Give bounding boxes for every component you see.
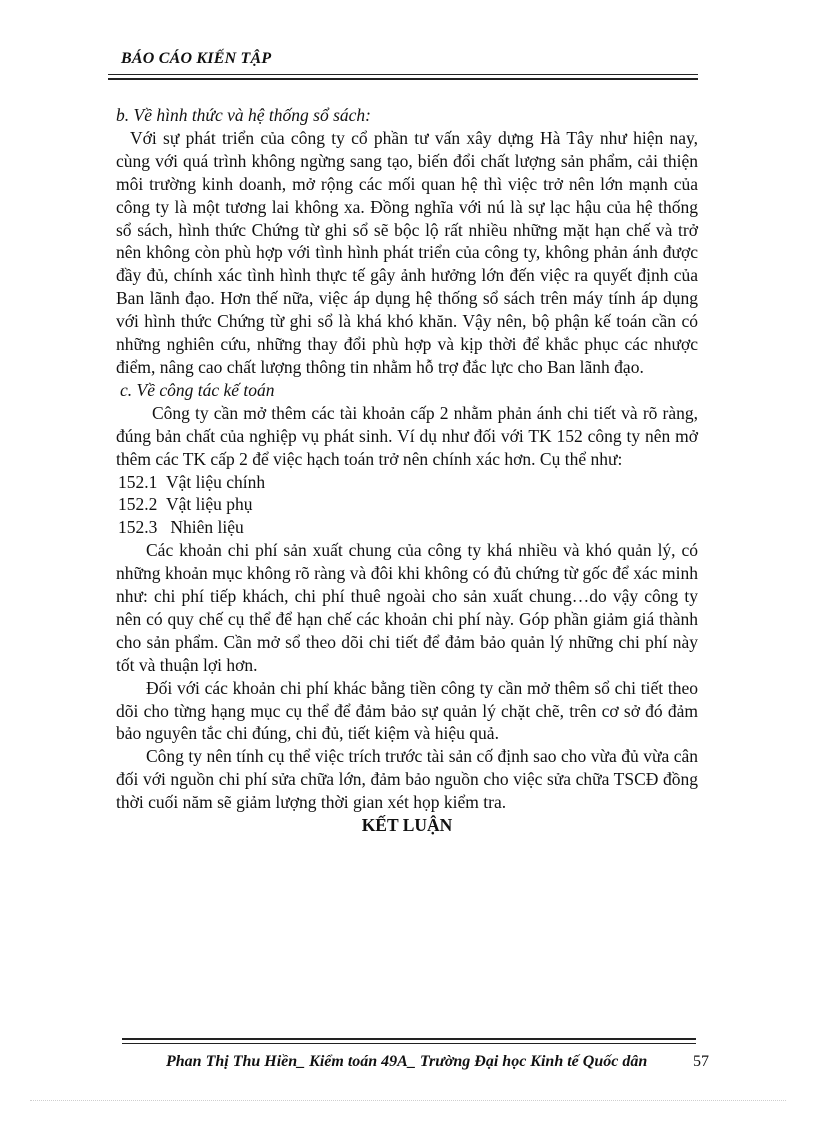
- page-body: [116, 104, 698, 837]
- footer-author-line: Phan Thị Thu Hiền_ Kiểm toán 49A_ Trường Đại học Kinh tế Quốc dân: [166, 1053, 648, 1070]
- section-c-heading: c. Về công tác kế toán: [120, 379, 275, 400]
- section-b-paragraph: Với sự phát triển của công ty cổ phần tư vấn xây dựng Hà Tây như hiện nay, cùng với quá trình không ngừng sang tạo, biến đổi chất lượng sản phẩm, cải thiện môi trường kinh doanh, mở rộng các mối quan hệ thì việc trở nên lớn mạnh của công ty là một tương lai không xa. Đồng nghĩa với nú là sự lạc hậu của hệ thống sổ sách, hình thức Chứng từ ghi sổ sẽ bộc lộ rất nhiều những mặt hạn chế và trở nên không còn phù hợp với tình hình phát triển của công ty, không phản ánh được đầy đủ, chính xác tình hình thực tế gây ảnh hưởng lớn đến việc ra quyết định của Ban lãnh đạo. Hơn thế nữa, việc áp dụng hệ thống sổ sách trên máy tính áp dụng với hình thức Chứng từ ghi sổ là khá khó khăn. Vậy nên, bộ phận kế toán cần có những nghiên cứu, những thay đổi phù hợp và kịp thời để khắc phục các nhược điểm, nâng cao chất lượng thông tin nhằm hỗ trợ đắc lực cho Ban lãnh đạo.: [116, 127, 698, 377]
- list-item: [116, 471, 698, 494]
- conclusion-heading: KẾT LUẬN: [361, 815, 453, 836]
- account-list: [116, 471, 698, 540]
- footer-rule-thin: [122, 1043, 696, 1044]
- header-rule-thick: [108, 78, 698, 80]
- general-costs-paragraph: Các khoản chi phí sản xuất chung của công ty khá nhiều và khó quản lý, có những khoản mục không rõ ràng và đôi khi không có đủ chứng từ gốc để xác minh như: chi phí tiếp khách, chi phí thuê ngoài cho sản xuất chung…do vậy công ty nên có quy chế cụ thể để hạn chế các khoản chi phí này. Góp phần giảm giá thành cho sản phẩm. Cần mở sổ theo dõi chi tiết để đảm bảo quản lý những chi phí này tốt và thuận lợi hơn.: [116, 540, 698, 675]
- list-item: [116, 493, 698, 516]
- depreciation-paragraph: Công ty nên tính cụ thể việc trích trước tài sản cố định sao cho vừa đủ vừa cân đối với nguồn chi phí sửa chữa lớn, đảm bảo nguồn cho việc sửa chữa TSCĐ đồng thời cuối năm sẽ giảm lượng thời gian xét họp kiểm tra.: [116, 746, 698, 813]
- page-number: 57: [693, 1053, 709, 1070]
- account-name: Vật liệu phụ: [166, 494, 253, 515]
- account-code: 152.1: [118, 471, 158, 492]
- account-code: 152.3: [118, 517, 158, 538]
- header-rule-thin: [108, 74, 698, 75]
- page-bottom-dotted-line: [30, 1100, 786, 1101]
- footer-rule-thick: [122, 1038, 696, 1040]
- account-name: Nhiên liệu: [166, 517, 244, 538]
- account-code: 152.2: [118, 494, 158, 515]
- header-title: BÁO CÁO KIẾN TẬP: [121, 50, 272, 67]
- account-name: Vật liệu chính: [166, 471, 266, 492]
- list-item: [116, 516, 698, 539]
- other-costs-paragraph: Đối với các khoản chi phí khác bằng tiền công ty cần mở thêm sổ chi tiết theo dõi cho từng hạng mục cụ thể để đảm bảo sự quản lý chặt chẽ, trên cơ sở đó đảm bảo nguyên tắc chi đúng, chi đủ, tiết kiệm và hiệu quả.: [116, 677, 698, 744]
- section-c-paragraph: Công ty cần mở thêm các tài khoản cấp 2 nhằm phản ánh chi tiết và rõ ràng, đúng bản chất của nghiệp vụ phát sinh. Ví dụ như đối với TK 152 công ty nên mở thêm các TK cấp 2 để việc hạch toán trở nên chính xác hơn. Cụ thể như:: [116, 402, 698, 469]
- section-b-heading: b. Về hình thức và hệ thống sổ sách:: [116, 105, 371, 125]
